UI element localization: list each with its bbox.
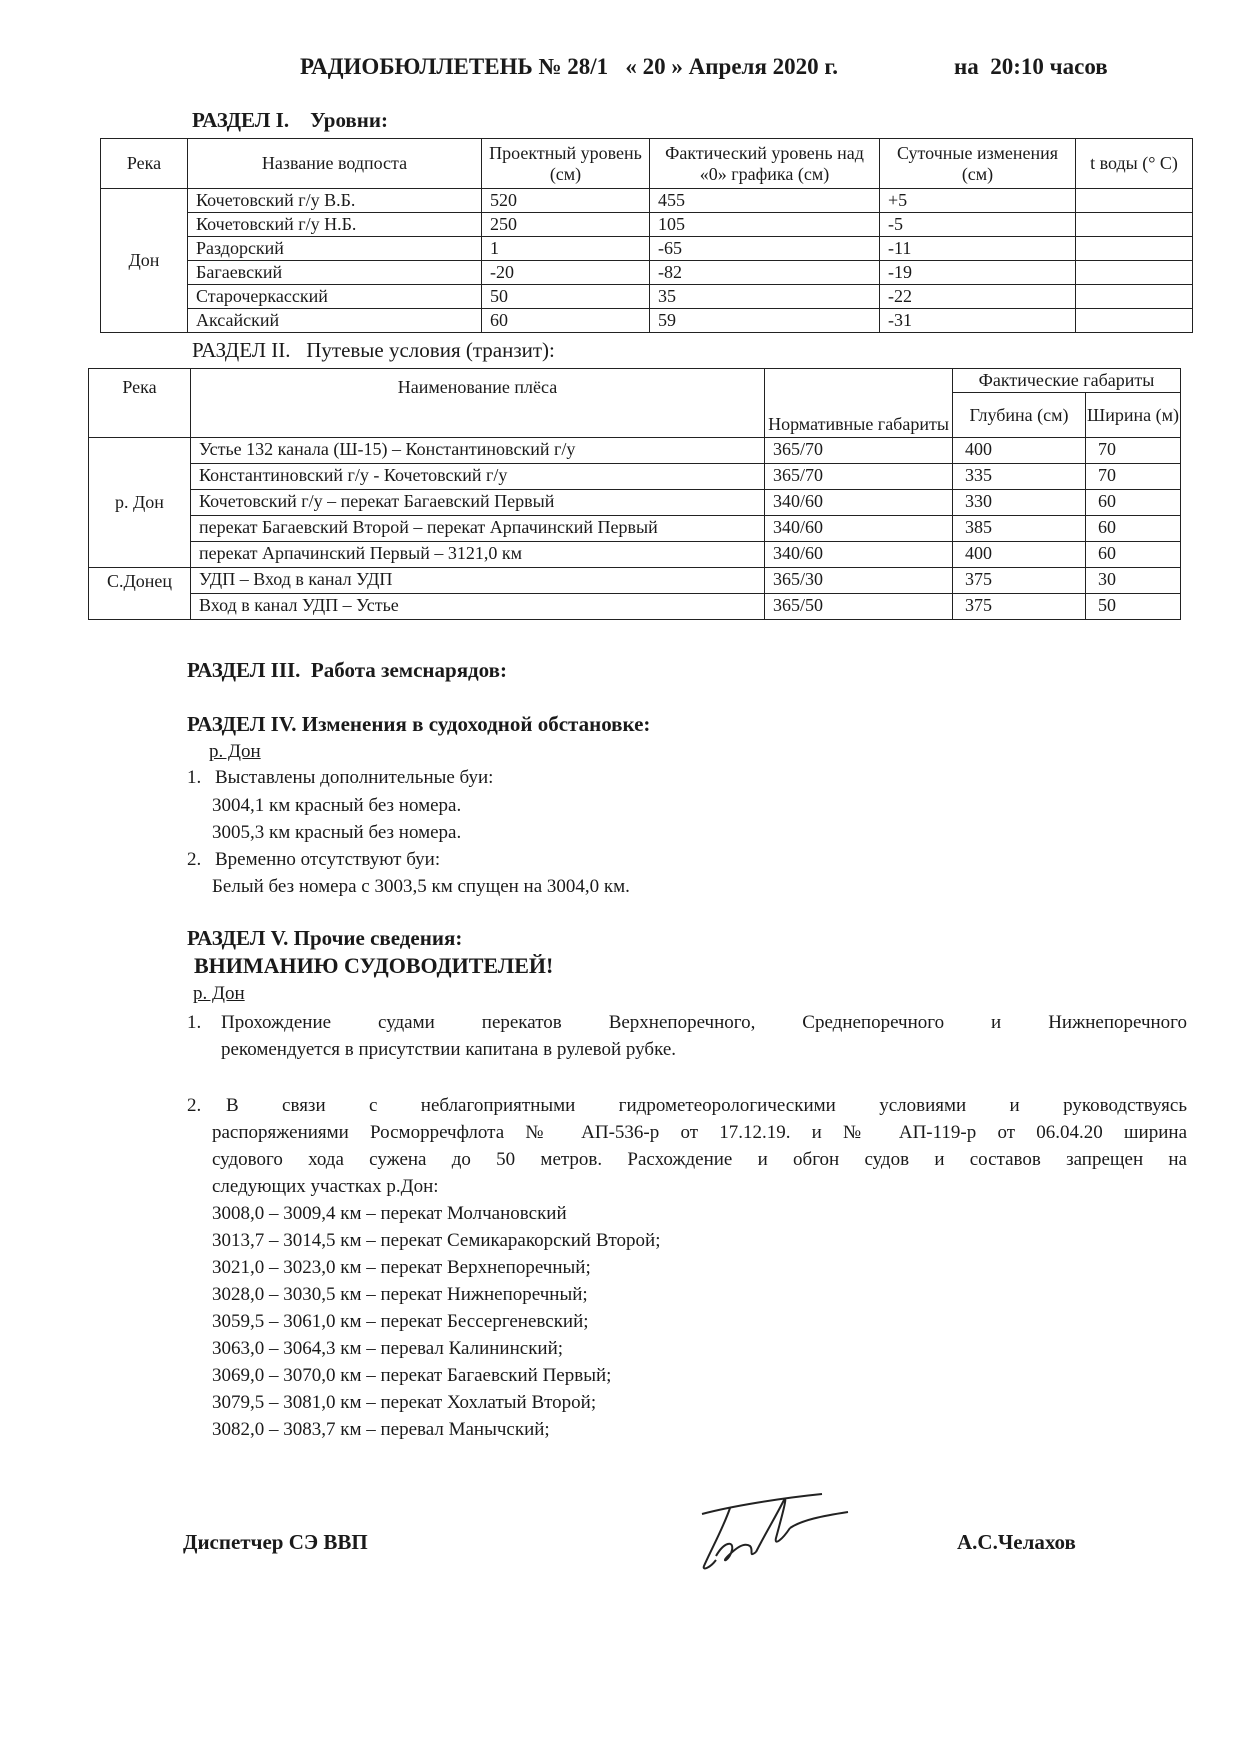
col-reach: Наименование плёса [191,369,765,438]
section5-title: РАЗДЕЛ V. Прочие сведения: [187,926,463,950]
daily-change: -11 [880,237,1076,261]
project-level: 1 [482,237,650,261]
norm-size: 340/60 [765,490,953,516]
actual-width: 50 [1086,594,1181,620]
water-temp [1076,261,1193,285]
post-name: Старочеркасский [188,285,482,309]
section2-title: РАЗДЕЛ II. Путевые условия (транзит): [192,338,555,362]
list-item: Белый без номера с 3003,5 км спущен на 3004,0 км. [212,876,630,897]
actual-depth: 385 [953,516,1086,542]
actual-width: 30 [1086,568,1181,594]
water-temp [1076,237,1193,261]
bulletin-title: РАДИОБЮЛЛЕТЕНЬ № 28/1 « 20 » Апреля 2020 г. [300,54,838,79]
actual-depth: 400 [953,542,1086,568]
col-river: Река [89,369,191,438]
table-row [89,542,1181,568]
project-level: 520 [482,189,650,213]
col-width: Ширина (м) [1086,393,1181,438]
actual-level: 35 [650,285,880,309]
project-level: 60 [482,309,650,333]
col-actual: Фактический уровень над «0» графика (см) [650,139,880,189]
dispatcher-name: А.С.Челахов [957,1530,1076,1554]
paragraph-line: В связи с неблагоприятными гидрометеорологическими условиями и руководствуясь [226,1095,1187,1116]
section4-item-head: Временно отсутствуют буи: [215,849,441,870]
col-post: Название водпоста [188,139,482,189]
post-name: Багаевский [188,261,482,285]
list-item: 3082,0 – 3083,7 км – перевал Манычский; [212,1419,550,1440]
table-row [101,213,1193,237]
section5-river: р. Дон [193,983,245,1004]
section4-title: РАЗДЕЛ IV. Изменения в судоходной обстановке: [187,712,651,736]
table-row [101,237,1193,261]
norm-size: 365/30 [765,568,953,594]
post-name: Кочетовский г/у Н.Б. [188,213,482,237]
list-item: 3008,0 – 3009,4 км – перекат Молчановский [212,1203,567,1224]
table-row [89,568,1181,594]
attention-heading: ВНИМАНИЮ СУДОВОДИТЕЛЕЙ! [194,953,554,978]
levels-table [100,138,1193,333]
section4-river: р. Дон [209,741,261,762]
river-name: р. Дон [89,438,191,568]
actual-depth: 375 [953,594,1086,620]
table-row [89,516,1181,542]
section5-item-num: 1. [187,1012,202,1033]
actual-depth: 400 [953,438,1086,464]
paragraph-line: рекомендуется в присутствии капитана в рулевой рубке. [221,1039,677,1060]
section5-item-num: 2. [187,1095,202,1116]
table-row [101,189,1193,213]
water-temp [1076,285,1193,309]
table-row [101,261,1193,285]
actual-width: 60 [1086,490,1181,516]
route-header-row [89,369,1181,393]
actual-depth: 335 [953,464,1086,490]
list-item: 3021,0 – 3023,0 км – перекат Верхнепоречный; [212,1257,591,1278]
col-temp: t воды (° С) [1076,139,1193,189]
actual-depth: 330 [953,490,1086,516]
actual-level: -65 [650,237,880,261]
col-depth: Глубина (см) [953,393,1086,438]
water-temp [1076,189,1193,213]
section4-item-num: 1. [187,767,202,788]
post-name: Аксайский [188,309,482,333]
col-change: Суточные изменения (см) [880,139,1076,189]
daily-change: -19 [880,261,1076,285]
reach-name: Константиновский г/у - Кочетовский г/у [191,464,765,490]
project-level: -20 [482,261,650,285]
list-item: 3004,1 км красный без номера. [212,795,462,816]
daily-change: -22 [880,285,1076,309]
col-river: Река [101,139,188,189]
river-name: С.Донец [89,568,191,620]
table-row [89,464,1181,490]
reach-name: Вход в канал УДП – Устье [191,594,765,620]
col-actual-group: Фактические габариты [953,369,1181,393]
paragraph-line: распоряжениями Росморречфлота № АП-536-р от 17.12.19. и № АП-119-р от 06.04.20 ширина [212,1122,1187,1143]
list-item: 3069,0 – 3070,0 км – перекат Багаевский Первый; [212,1365,612,1386]
reach-name: перекат Арпачинский Первый – 3121,0 км [191,542,765,568]
actual-depth: 375 [953,568,1086,594]
daily-change: -5 [880,213,1076,237]
paragraph-line: Прохождение судами перекатов Верхнепоречного, Среднепоречного и Нижнепоречного [221,1012,1187,1033]
reach-name: перекат Багаевский Второй – перекат Арпачинский Первый [191,516,765,542]
table-row [89,438,1181,464]
table-row [89,594,1181,620]
list-item: 3005,3 км красный без номера. [212,822,462,843]
actual-level: 105 [650,213,880,237]
section4-item-num: 2. [187,849,202,870]
reach-name: Устье 132 канала (Ш-15) – Константиновский г/у [191,438,765,464]
table-row [101,285,1193,309]
norm-size: 365/70 [765,464,953,490]
actual-level: 455 [650,189,880,213]
reach-name: Кочетовский г/у – перекат Багаевский Первый [191,490,765,516]
norm-size: 365/70 [765,438,953,464]
actual-width: 60 [1086,542,1181,568]
daily-change: +5 [880,189,1076,213]
levels-header-row [101,139,1193,189]
actual-width: 70 [1086,438,1181,464]
signature-icon [672,1476,872,1576]
norm-size: 340/60 [765,516,953,542]
list-item: 3013,7 – 3014,5 км – перекат Семикаракорский Второй; [212,1230,661,1251]
table-row [101,309,1193,333]
table-row [89,490,1181,516]
project-level: 50 [482,285,650,309]
section4-item-head: Выставлены дополнительные буи: [215,767,494,788]
paragraph-line: судового хода сужена до 50 метров. Расхождение и обгон судов и составов запрещен на [212,1149,1187,1170]
section1-title: РАЗДЕЛ I. Уровни: [192,108,388,132]
dispatcher-position: Диспетчер СЭ ВВП [183,1530,368,1554]
list-item: 3028,0 – 3030,5 км – перекат Нижнепоречный; [212,1284,588,1305]
project-level: 250 [482,213,650,237]
paragraph-line: следующих участках р.Дон: [212,1176,439,1197]
list-item: 3079,5 – 3081,0 км – перекат Хохлатый Второй; [212,1392,597,1413]
list-item: 3059,5 – 3061,0 км – перекат Бессергеневский; [212,1311,589,1332]
list-item: 3063,0 – 3064,3 км – перевал Калининский; [212,1338,564,1359]
actual-width: 70 [1086,464,1181,490]
bulletin-time: на 20:10 часов [954,54,1108,79]
col-project: Проектный уровень (см) [482,139,650,189]
reach-name: УДП – Вход в канал УДП [191,568,765,594]
actual-level: 59 [650,309,880,333]
section3-title: РАЗДЕЛ III. Работа земснарядов: [187,658,507,682]
daily-change: -31 [880,309,1076,333]
route-table [88,368,1181,620]
water-temp [1076,309,1193,333]
post-name: Кочетовский г/у В.Б. [188,189,482,213]
river-name: Дон [101,189,188,333]
post-name: Раздорский [188,237,482,261]
actual-width: 60 [1086,516,1181,542]
norm-size: 340/60 [765,542,953,568]
actual-level: -82 [650,261,880,285]
water-temp [1076,213,1193,237]
norm-size: 365/50 [765,594,953,620]
col-norm: Нормативные габариты [765,369,953,438]
